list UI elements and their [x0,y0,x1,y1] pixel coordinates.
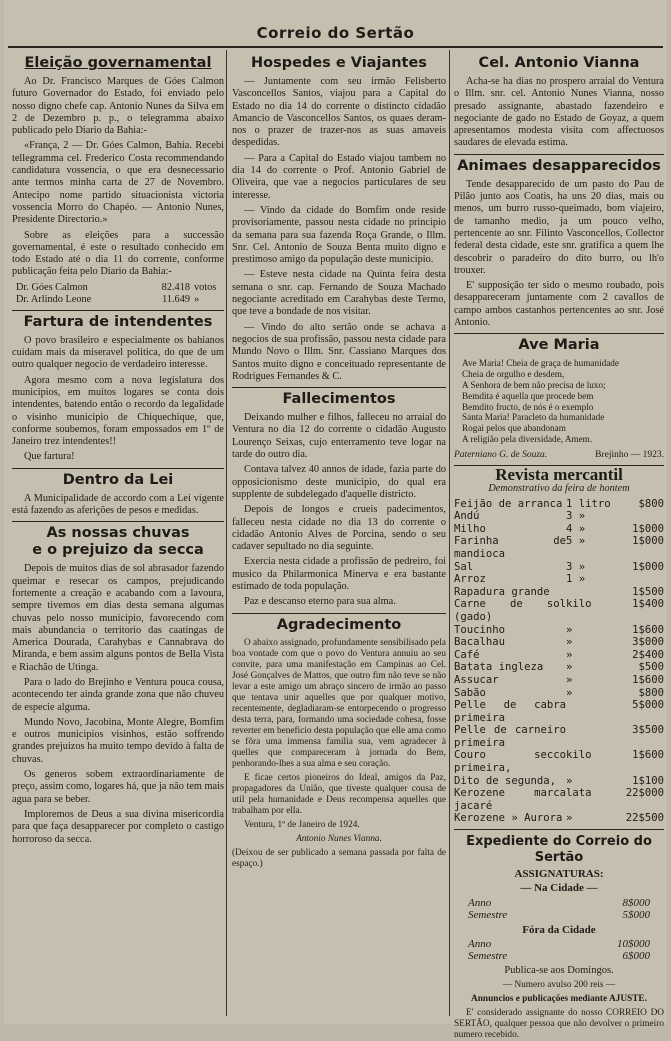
item-name: Kerozene » Aurora [454,812,563,825]
column-2 [232,52,446,1018]
column-3 [454,52,664,1041]
paragraph: Contava talvez 40 annos de idade, fazia parte do opposicionismo deste municipio, do qual era supplente de subdelegado d'aquelle districto. [232,464,446,500]
divider [232,387,446,388]
vote-unit: votos [194,281,217,293]
article-subtitle: e o prejuizo da secca [32,542,204,559]
paragraph: Acha-se ha dias no prospero arraial do Ventura o Illm. snr. cel. Antonio Nunes Vianna, nosso presado assignante, abastado fazendeiro e negociante de gado no Estado de Goyaz, a quem apresentamos modesta visita com affectuosos saudares de elevada estima. [454,76,664,149]
paragraph: E' supposição ter sido o mesmo roubado, pois desappareceram juntamente com 2 cavallos de campo ambos castanhos pertencentes ao snr. José Antonio. [454,280,664,329]
price-row [454,661,664,674]
item-quantity: kilo [566,598,592,611]
article-title: Hospedes e Viajantes [251,55,427,71]
item-price: 3$000 [632,636,664,649]
article-title: Fallecimentos [282,391,396,408]
item-quantity: » [566,812,573,825]
price-row [454,535,664,560]
column-1 [12,52,224,1018]
paragraph: Agora mesmo com a nova legislatura dos municipios, em muitos logares se conta dois intendentes, batendo então o recordo da legalidade o visinho municipio de Chiquechique, que, conforme soubemos, foram empossados em 1º de Janeiro trez intendentes!! [12,374,224,448]
price-row [454,561,664,574]
article-fallecimentos [232,391,446,608]
item-name: Dito de segunda, [454,774,557,787]
price-row [454,775,664,788]
article-title: Animaes desapparecidos [457,157,661,174]
article-title: Revista mercantil [495,465,623,485]
item-name: Toucinho [454,623,506,636]
paragraph: Imploremos de Deus a sua divina misericordia para que faça desapparecer por completo o castigo horroroso da secca. [12,808,224,845]
article-title: Expediente do Correio do Sertão [454,829,664,866]
item-quantity: » [566,673,573,686]
vote-count: 11.649 [162,293,190,305]
price-row [454,897,664,910]
signature: Antonio Nunes Vianna. [296,833,382,844]
price-row [454,498,664,511]
price-value: 8$000 [622,896,650,909]
poem-line: Cheia de orgulho e desdem, [462,369,565,380]
paragraph: Exercia nesta cidade a profissão de pedreiro, foi musico da Philarmonica Minerva e era bastante estimado de toda população. [232,556,446,592]
item-quantity [566,724,616,749]
vote-count: 82.418 [161,281,190,293]
price-row [454,510,664,523]
paragraph: — Esteve nesta cidade na Quinta feira desta semana o snr. cap. Fernando de Souza Machado negociante acreditado em Carahybas deste Termo, que teve a bondade de nos visitar. [232,269,446,318]
poem-line: A Senhora de bem não precisa de luxo; [462,379,606,390]
ads-note: Annuncios e publicações mediante AJUSTE. [471,994,647,1005]
item-quantity: » [566,774,573,787]
poem-line: Bemdito fructo, de nós é o exemplo [462,401,594,412]
item-price: 1$000 [632,560,664,573]
price-row [454,598,664,623]
item-name: Batata ingleza [454,661,544,674]
vote-results [12,282,224,306]
item-price: 22$500 [625,812,664,825]
paragraph: — Vindo do alto sertão onde se achava a negocios de sua profissão, passou nesta cidade para Mundo Novo o Illm. Snr. Cassiano Marques dos Santos muito digno e conceituado representante de Rodrigues Fernandes & C. [232,321,446,382]
paragraph: Ao Dr. Francisco Marques de Góes Calmon futuro Governador do Estado, foi enviado pelo nosso digno chefe cap. Antonio Nunes da Silva em 2 de Dezembro p. p., o telegramma abaixo publicado pelo Diario da Bahia:- [12,76,224,137]
item-quantity: » [566,623,573,636]
price-label: Anno [468,896,492,909]
article-chuvas [12,525,224,846]
article-agradecimento [232,617,446,870]
editor-note: (Deixou de ser publicado a semana passada por falta de espaço.) [232,847,446,869]
item-price: 2$400 [632,648,664,661]
paragraph: Sobre as eleições para a successão governamental, é este o resultado conhecido em todo Estado até o dia 11 do corrente, conforme publicação feita pelo Diario da Bahia:- [12,229,224,278]
poem-line: Rogai pelos que abandonam [462,423,566,434]
paragraph: — Vindo da cidade do Bomfim onde reside provisoriamente, passou nesta cidade no principio da semana para sua fazenda Roça Grande, o Illm. Snr. Cel. Antonio de Souza Benta muito digno e prestimoso amigo da população deste municipio. [232,204,446,266]
item-price: 1$600 [632,749,664,762]
item-quantity [566,586,616,599]
column-divider [226,50,227,1016]
divider [12,468,224,469]
price-table [454,498,664,825]
outside-city-heading: Fóra da Cidade [522,923,596,936]
item-price [616,573,664,586]
divider [232,613,446,614]
revista-mercantil [454,465,664,825]
item-quantity: 5 » [566,535,586,548]
article-title: Fartura de intendentes [23,313,213,330]
article-vianna [454,55,664,150]
price-row [454,687,664,700]
item-price: 1$000 [632,522,664,535]
item-quantity [566,699,616,724]
masthead-rule [8,46,663,48]
price-row [454,649,664,662]
price-label: Anno [468,937,492,950]
divider [12,521,224,522]
price-row [454,586,664,599]
item-price: 5$000 [632,699,664,712]
paragraph: Deixando mulher e filhos, falleceu no arraial do Ventura no dia 12 do corrente o cidadão Augusto Lourenço Seixas, cujo enterramento teve logar na tarde do outro dia. [232,412,446,461]
item-quantity: kilo [566,749,592,762]
item-name: Arroz [454,573,486,586]
item-price: $500 [638,661,664,674]
paragraph: Para o lado do Brejinho e Ventura pouca cousa, acontecendo ter ainda grande zona que não chuveu de especie alguma. [12,676,224,713]
paragraph: Tende desapparecido de um pasto do Pau de Pilão junto aos Coatis, ha uns 20 dias, mais ou menos, um burro russo-queimado, bom viajeiro, de tamanho medio, ja um pouco velho, pertencente ao snr. Filinto Vasconcellos, Collector federal desta cidade, este snr. gratifica a quem lhe descobrir o paradeiro do dito burro, ou lh'o trouxer. [454,178,664,276]
paragraph: O abaixo assignado, profundamente sensibilisado pela boa vontade com que o povo do Ventura annuiu ao seu convite, para uma manifestação em Campinas ao Cel. José Gonçalves de Mattos, que outro fim não teve se não levar a este amigo um abraço sincero de irmão ao passo que tentava unir aquelles que por qualquer motivo, recentemente, degladiaram-se entorpecendo o progresso desta terra, para, formando uma sociedade cohesa, fosse reverter em beneficio desta população que elle ama como se fôra uma immensa familia sua, vem agradecer à quelles que compareceram à jornada do Bem, penhorando-lhes a sua alma e seu coração. [232,637,446,769]
item-quantity: » [566,661,573,674]
dateline: Ventura, 1º de Janeiro de 1924. [244,819,360,830]
price-row [454,674,664,687]
item-price [616,510,664,523]
price-row [454,938,664,951]
item-name: Kerozene marca jacaré [454,787,566,812]
subscriber-note: E' considerado assignante do nosso CORREIO DO SERTÃO, qualquer pessoa que não devolver o primeiro numero recebido. [454,1008,664,1041]
expediente [454,829,664,1041]
price-row [454,636,664,649]
item-name: Carne de sol (gado) [454,598,566,623]
article-title: Eleição governamental [24,55,212,71]
poem-place: Brejinho — 1923. [595,449,664,460]
article-title: Dentro da Lei [62,471,174,488]
item-name: Andú [454,510,480,523]
candidate-name: Dr. Arlindo Leone [16,293,92,305]
item-quantity: » [566,648,573,661]
poem-line: Bemdita é aquella que procede bem [462,390,594,401]
paragraph: E ficae certos pioneiros do Ideal, amigos da Paz, propagadores da União, que tiveste qualquer cousa de util pela humanidade e Deus recompensa aquelles que trabalham por ella. [232,772,446,816]
item-quantity: 4 » [566,522,586,535]
item-quantity: » [566,686,573,699]
newspaper-page [4,0,667,1041]
paragraph: Depois de muitos dias de sol abrasador fazendo queimar e resecar os campos, prejudicando fortemente a creação e acabando com a lavoura, sempre tivemos em dias desta semana algumas chuvas pelo nosso municipio, favorecendo com mais abundancia o territorio das caatingas de America Dourada, Carahybas e Cannabrava do Miranda, e bem assim alguns pontos de Bella Vista e Riachão de Utinga. [12,563,224,673]
price-row [454,523,664,536]
item-price: $800 [638,686,664,699]
price-value: 10$000 [617,937,650,950]
paragraph: Que fartura! [24,451,75,463]
city-heading: — Na Cidade — [520,882,598,895]
poem-line: A religião pela diversidade, Amem. [462,433,593,444]
item-name: Café [454,648,480,661]
paragraph: Os generos sobem extraordinariamente de preço, assim como, logares há, que ja não tem mais agua para se beber. [12,769,224,805]
item-price: 1$100 [632,774,664,787]
price-row [454,699,664,724]
article-dentro-da-lei [12,472,224,518]
divider [454,333,664,334]
price-row [454,787,664,812]
article-hospedes [232,55,446,383]
item-quantity: 3 » [566,560,586,573]
article-title: Agradecimento [276,616,402,633]
item-name: Sal [454,560,474,573]
item-name: Sabão [454,686,486,699]
item-price: 1$000 [632,535,664,548]
item-price: 22$000 [625,787,664,800]
poem-line: Ave Maria! Cheia de graça de humanidade [462,358,619,369]
item-price: 1$500 [632,585,664,598]
item-price: 1$600 [632,623,664,636]
item-name: Assucar [454,673,499,686]
paragraph: Depois de longos e crueis padecimentos, falleceu nesta cidade no dia 13 do corrente o cidadão Antonio Alves de Porcina, sendo o seu cadaver sepultado no dia seguinte. [232,504,446,553]
poem-lines [454,358,664,444]
paragraph: Mundo Novo, Jacobina, Monte Alegre, Bomfim e outros municipios visinhos, estão soffrendo grandes prejuizos ha muito tempo devido à falta de chuvas. [12,716,224,765]
poem-credit [454,449,664,461]
item-quantity: » [566,636,573,649]
article-fartura [12,314,224,464]
price-row [454,950,664,963]
column-divider [449,50,450,1016]
poem-ave-maria [454,337,664,461]
masthead: Correio do Sertão [256,24,415,42]
article-subtitle: Demonstrativo da feira de hontem [488,483,630,495]
price-row [454,812,664,825]
subscriptions-heading: ASSIGNATURAS: [514,868,604,881]
article-eleicao [12,55,224,306]
paragraph: O povo brasileiro e especialmente os bahianos cuidam mais da miseravel politica, do que de um outro qualquer negocio de verdadeiro interesse. [12,334,224,371]
item-price: 3$500 [632,724,664,737]
item-quantity: lata [566,787,592,800]
item-name: Couro secco primeira, [454,749,566,775]
item-quantity: 3 » [566,510,586,523]
item-name: Feijão de arranca [454,497,563,510]
item-name: Rapadura grande [454,585,550,598]
paragraph: «França, 2 — Dr. Góes Calmon, Bahia. Recebi tellegramma cel. Frederico Costa recommendando candidatura vossencia, o que era desnecessario ante termos minha carta de 27 de Novembro. Antecipo nome partido situacionista victoria vossencia Morro do Chapéo. — Antonio Nunes, Presidente Directorio.» [12,140,224,226]
single-issue-price: — Numero avulso 200 reis — [502,980,616,991]
publication-note: Publica-se aos Domingos. [504,964,614,976]
price-label: Semestre [468,950,508,963]
price-value: 6$000 [622,950,650,963]
poem-author: Paterniano G. de Souza. [454,449,548,460]
item-price: $800 [638,497,664,510]
price-row [454,909,664,922]
price-value: 5$000 [622,909,650,922]
paragraph: A Municipalidade de accordo com a Lei vigente está fazendo as aferições de pesos e medidas. [12,492,224,517]
price-row [454,724,664,749]
item-quantity: 1 litro [566,497,611,510]
price-row [454,749,664,774]
item-name: Pelle de cabra primeira [454,699,566,724]
vote-unit: » [194,293,200,305]
article-animaes [454,158,664,330]
paragraph: — Juntamente com seu irmão Felisberto Vasconcellos Santos, viajou para a Capital do Estado no dia 14 do corrente o distincto cidadão Amancio de Vasconcellos Santos, os quaes deram-nos o prazer de trazer-nos as suas amaveis despedidas. [232,76,446,149]
paragraph: — Para a Capital do Estado viajou tambem no dia 14 do corrente o Prof. Antonio Gabriel de Oliveira, que vae a negocios particulares de seu interesse. [232,152,446,201]
item-name: Farinha de mandioca [454,535,566,560]
item-price: 1$600 [632,673,664,686]
item-price: 1$400 [632,598,664,611]
article-title: As nossas chuvas [46,525,190,542]
item-name: Milho [454,522,486,535]
price-row [454,624,664,637]
item-name: Pelle de carneiro primeira [454,724,566,749]
item-quantity: 1 » [566,573,586,586]
divider [454,154,664,155]
price-row [454,573,664,586]
paragraph: Paz e descanso eterno para sua alma. [244,596,396,608]
article-title: Ave Maria [518,337,600,354]
candidate-name: Dr. Góes Calmon [16,281,88,293]
article-title: Cel. Antonio Vianna [478,55,640,71]
price-label: Semestre [468,909,508,922]
poem-line: Santa Maria! Paracleto da humanidade [462,412,605,423]
divider [12,310,224,311]
item-name: Bacalhau [454,636,506,649]
